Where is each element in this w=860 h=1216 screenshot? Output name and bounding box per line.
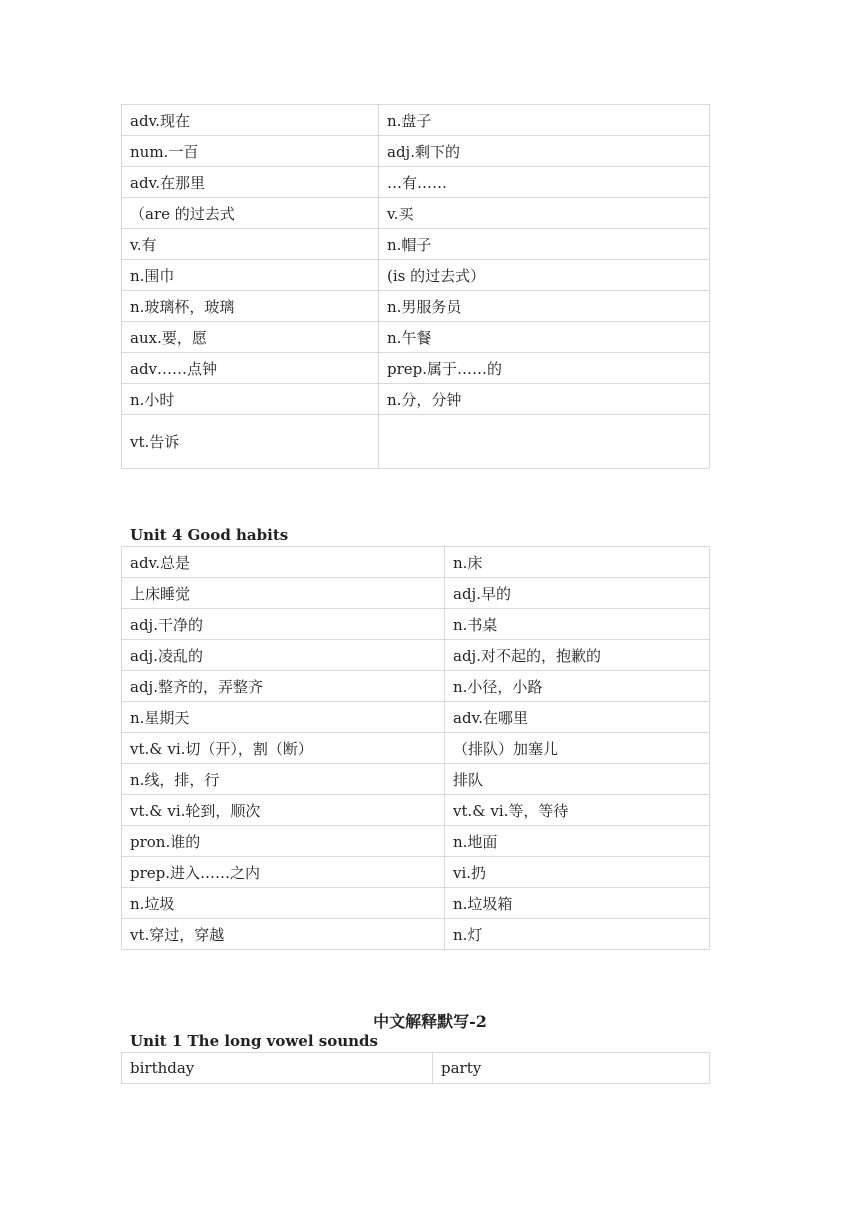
table-row xyxy=(122,671,710,702)
table-cell: num.一百 xyxy=(122,136,379,167)
table-cell: n.玻璃杯，玻璃 xyxy=(122,291,379,322)
table-cell: n.线，排，行 xyxy=(122,764,445,795)
table-cell: adj.对不起的，抱歉的 xyxy=(445,640,710,671)
table-cell: n.地面 xyxy=(445,826,710,857)
table-row xyxy=(122,260,710,291)
table-row xyxy=(122,322,710,353)
table-cell: adv.在那里 xyxy=(122,167,379,198)
vocab-table-unit1 xyxy=(121,1052,710,1084)
table-cell: 上床睡觉 xyxy=(122,578,445,609)
table-row xyxy=(122,795,710,826)
vocab-table-1 xyxy=(121,104,710,469)
table-cell: adv……点钟 xyxy=(122,353,379,384)
table-cell: adj.干净的 xyxy=(122,609,445,640)
table-cell: n.灯 xyxy=(445,919,710,950)
table-row xyxy=(122,826,710,857)
table-cell: n.书桌 xyxy=(445,609,710,640)
table-row xyxy=(122,384,710,415)
table-row xyxy=(122,229,710,260)
table-cell: adj.整齐的，弄整齐 xyxy=(122,671,445,702)
table-row xyxy=(122,888,710,919)
table-cell: （排队）加塞儿 xyxy=(445,733,710,764)
table-cell: n.午餐 xyxy=(379,322,710,353)
table-cell: 排队 xyxy=(445,764,710,795)
table-cell: n.盘子 xyxy=(379,105,710,136)
table-row xyxy=(122,764,710,795)
table-cell: vt.& vi.切（开），割（断） xyxy=(122,733,445,764)
table-cell: prep.属于……的 xyxy=(379,353,710,384)
table-row xyxy=(122,415,710,469)
unit4-heading: Unit 4 Good habits xyxy=(130,526,289,544)
table-cell: n.垃圾 xyxy=(122,888,445,919)
unit1-heading: Unit 1 The long vowel sounds xyxy=(130,1032,378,1050)
table-row xyxy=(122,702,710,733)
table-cell: prep.进入……之内 xyxy=(122,857,445,888)
table-cell: （are 的过去式 xyxy=(122,198,379,229)
table-row xyxy=(122,733,710,764)
table-cell: pron.谁的 xyxy=(122,826,445,857)
table-row xyxy=(122,167,710,198)
table-cell: adv.在哪里 xyxy=(445,702,710,733)
table-row xyxy=(122,857,710,888)
table-cell: (is 的过去式） xyxy=(379,260,710,291)
table-row xyxy=(122,640,710,671)
table-cell: n.男服务员 xyxy=(379,291,710,322)
table-cell: n.围巾 xyxy=(122,260,379,291)
table-cell: birthday xyxy=(122,1053,433,1084)
table-row xyxy=(122,578,710,609)
table-row xyxy=(122,609,710,640)
table-row xyxy=(122,136,710,167)
table-cell: aux.要，愿 xyxy=(122,322,379,353)
table-cell: party xyxy=(433,1053,710,1084)
table-row xyxy=(122,1053,710,1084)
table-cell: vt.& vi.轮到，顺次 xyxy=(122,795,445,826)
table-cell: …有…… xyxy=(379,167,710,198)
table-cell: vi.扔 xyxy=(445,857,710,888)
table-cell: vt.告诉 xyxy=(122,415,379,469)
table-cell: n.小径，小路 xyxy=(445,671,710,702)
table-cell: n.星期天 xyxy=(122,702,445,733)
table-row xyxy=(122,105,710,136)
vocab-table-unit4 xyxy=(121,546,710,950)
section-title: 中文解释默写-2 xyxy=(373,1012,487,1031)
table-cell: n.分，分钟 xyxy=(379,384,710,415)
table-cell: v.有 xyxy=(122,229,379,260)
table-cell: adv.现在 xyxy=(122,105,379,136)
table-row xyxy=(122,919,710,950)
table-row xyxy=(122,353,710,384)
table-cell: n.帽子 xyxy=(379,229,710,260)
table-row xyxy=(122,547,710,578)
table-row xyxy=(122,291,710,322)
table-row xyxy=(122,198,710,229)
table-cell: vt.& vi.等，等待 xyxy=(445,795,710,826)
table-cell: n.床 xyxy=(445,547,710,578)
table-cell: adj.凌乱的 xyxy=(122,640,445,671)
table-cell: vt.穿过，穿越 xyxy=(122,919,445,950)
table-cell: adj.剩下的 xyxy=(379,136,710,167)
table-cell: v.买 xyxy=(379,198,710,229)
table-cell: n.小时 xyxy=(122,384,379,415)
table-cell: n.垃圾箱 xyxy=(445,888,710,919)
table-cell: adv.总是 xyxy=(122,547,445,578)
table-cell xyxy=(379,415,710,469)
table-cell: adj.早的 xyxy=(445,578,710,609)
